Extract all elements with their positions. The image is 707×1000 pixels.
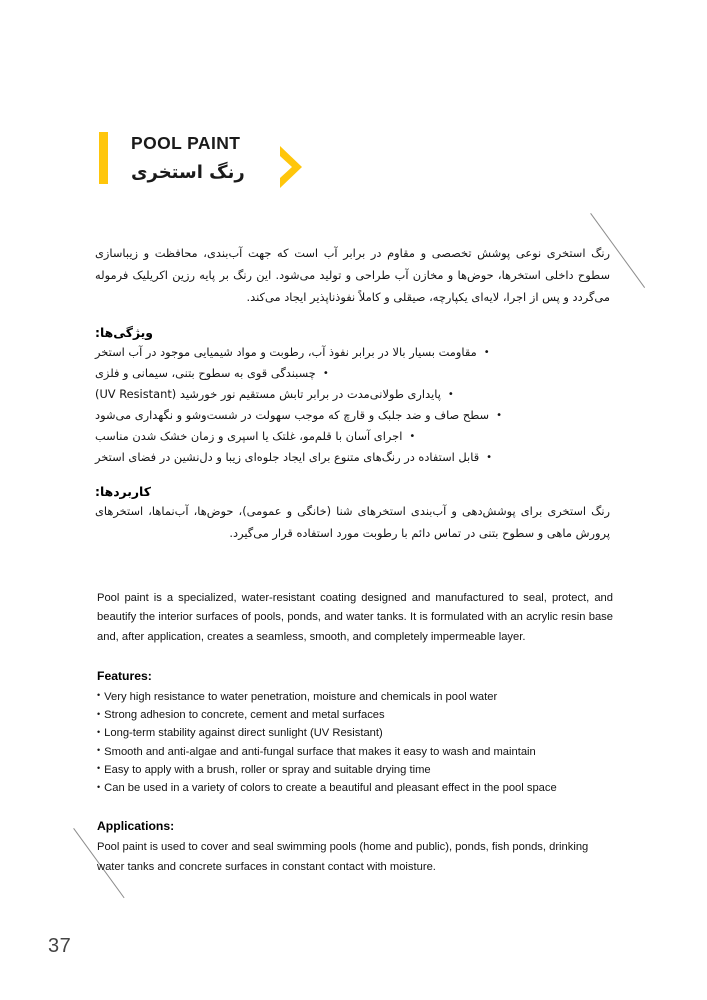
list-item xyxy=(97,779,613,797)
list-item xyxy=(95,363,610,384)
list-item xyxy=(97,688,613,706)
list-item xyxy=(97,761,613,779)
list-item-text: Very high resistance to water penetration, moisture and chemicals in pool water xyxy=(104,690,498,703)
list-item-text: Can be used in a variety of colors to create a beautiful and pleasant effect in the pool space xyxy=(104,782,557,795)
list-item xyxy=(97,724,613,742)
bullet-icon: • xyxy=(97,781,101,792)
page-title-block xyxy=(99,132,245,184)
list-item-text: Smooth and anti-algae and anti-fungal surface that makes it easy to wash and maintain xyxy=(104,745,536,758)
list-item xyxy=(95,447,610,468)
english-features-list xyxy=(97,688,613,798)
list-item-text: Strong adhesion to concrete, cement and metal surfaces xyxy=(104,709,385,722)
list-item-text: Long-term stability against direct sunlight (UV Resistant) xyxy=(104,727,383,740)
list-item xyxy=(95,342,610,363)
list-item-text: چسبندگی قوی به سطوح بتنی، سیمانی و فلزی xyxy=(95,365,316,380)
bullet-icon: • xyxy=(486,452,493,464)
persian-intro-paragraph: رنگ استخری نوعی پوشش تخصصی و مقاوم در برابر آب است که جهت آب‌بندی، محافظت و زیباسازی سطوح داخلی استخرها، حوض‌ها و مخازن آب طراحی و تولید می‌شود. این رنگ بر پایه رزین اکریلیک فرموله می‌گردد و پس از اجرا، لایه‌ای یکپارچه، صیقلی و کاملاً نفوذناپذیر ایجاد می‌کند. xyxy=(95,246,610,304)
bullet-icon: • xyxy=(496,409,502,421)
page-title-fa: رنگ استخری xyxy=(131,162,245,184)
bullet-icon: • xyxy=(97,708,101,719)
bullet-icon: • xyxy=(483,346,490,358)
page-title-en: POOL PAINT xyxy=(131,133,241,153)
english-applications-paragraph: Pool paint is used to cover and seal swimming pools (home and public), ponds, fish ponds, drinking water tanks and concrete surfaces in constant contact with moisture. xyxy=(97,841,589,873)
list-item-text: پایداری طولانی‌مدت در برابر تابش مستقیم نور خورشید (UV Resistant) xyxy=(95,386,441,401)
bullet-icon: • xyxy=(97,726,101,737)
list-item-text: مقاومت بسیار بالا در برابر نفوذ آب، رطوبت و مواد شیمیایی موجود در آب استخر xyxy=(95,344,477,359)
bullet-icon: • xyxy=(97,745,101,756)
english-applications-heading: Applications: xyxy=(97,819,175,834)
page-number: 37 xyxy=(48,935,72,957)
list-item-text: اجرای آسان با قلم‌مو، غلتک یا اسپری و زمان خشک شدن مناسب xyxy=(95,429,403,444)
list-item xyxy=(95,405,610,426)
list-item-text: Easy to apply with a brush, roller or spray and suitable drying time xyxy=(104,763,431,776)
persian-applications-heading: کاربردها: xyxy=(95,484,151,500)
bullet-icon: • xyxy=(447,388,454,400)
bullet-icon: • xyxy=(97,690,101,701)
english-intro-paragraph: Pool paint is a specialized, water-resistant coating designed and manufactured to seal, protect, and beautify the interior surfaces of pools, ponds, and water tanks. It is formulated with an acrylic resin base and, after application, creates a seamless, smooth, and completely impermeable layer. xyxy=(97,592,613,643)
title-text-group xyxy=(131,132,245,184)
list-item-text: سطح صاف و ضد جلبک و قارچ که موجب سهولت در شست‌وشو و نگهداری می‌شود xyxy=(95,407,490,422)
bullet-icon: • xyxy=(97,763,101,774)
list-item xyxy=(95,426,610,447)
list-item-text: قابل استفاده در رنگ‌های متنوع برای ایجاد جلوه‌ای زیبا و دل‌نشین در فضای استخر xyxy=(95,450,480,465)
persian-features-list xyxy=(95,342,610,469)
list-item xyxy=(97,743,613,761)
persian-features-heading: ویژگی‌ها: xyxy=(95,324,154,340)
bullet-icon: • xyxy=(322,367,329,379)
persian-content-section xyxy=(95,243,610,545)
persian-applications-paragraph: رنگ استخری برای پوشش‌دهی و آب‌بندی استخرهای شنا (خانگی و عمومی)، حوض‌ها، آب‌نماها، استخرهای پرورش ماهی و سطوح بتنی در تماس دائم با رطوبت مورد استفاده قرار می‌گیرد. xyxy=(95,504,610,541)
title-accent-bar xyxy=(99,132,108,184)
list-item xyxy=(95,384,610,405)
chevron-right-icon xyxy=(274,144,308,190)
list-item xyxy=(97,706,613,724)
bullet-icon: • xyxy=(409,431,416,443)
english-features-heading: Features: xyxy=(97,668,152,683)
english-content-section xyxy=(97,589,613,877)
